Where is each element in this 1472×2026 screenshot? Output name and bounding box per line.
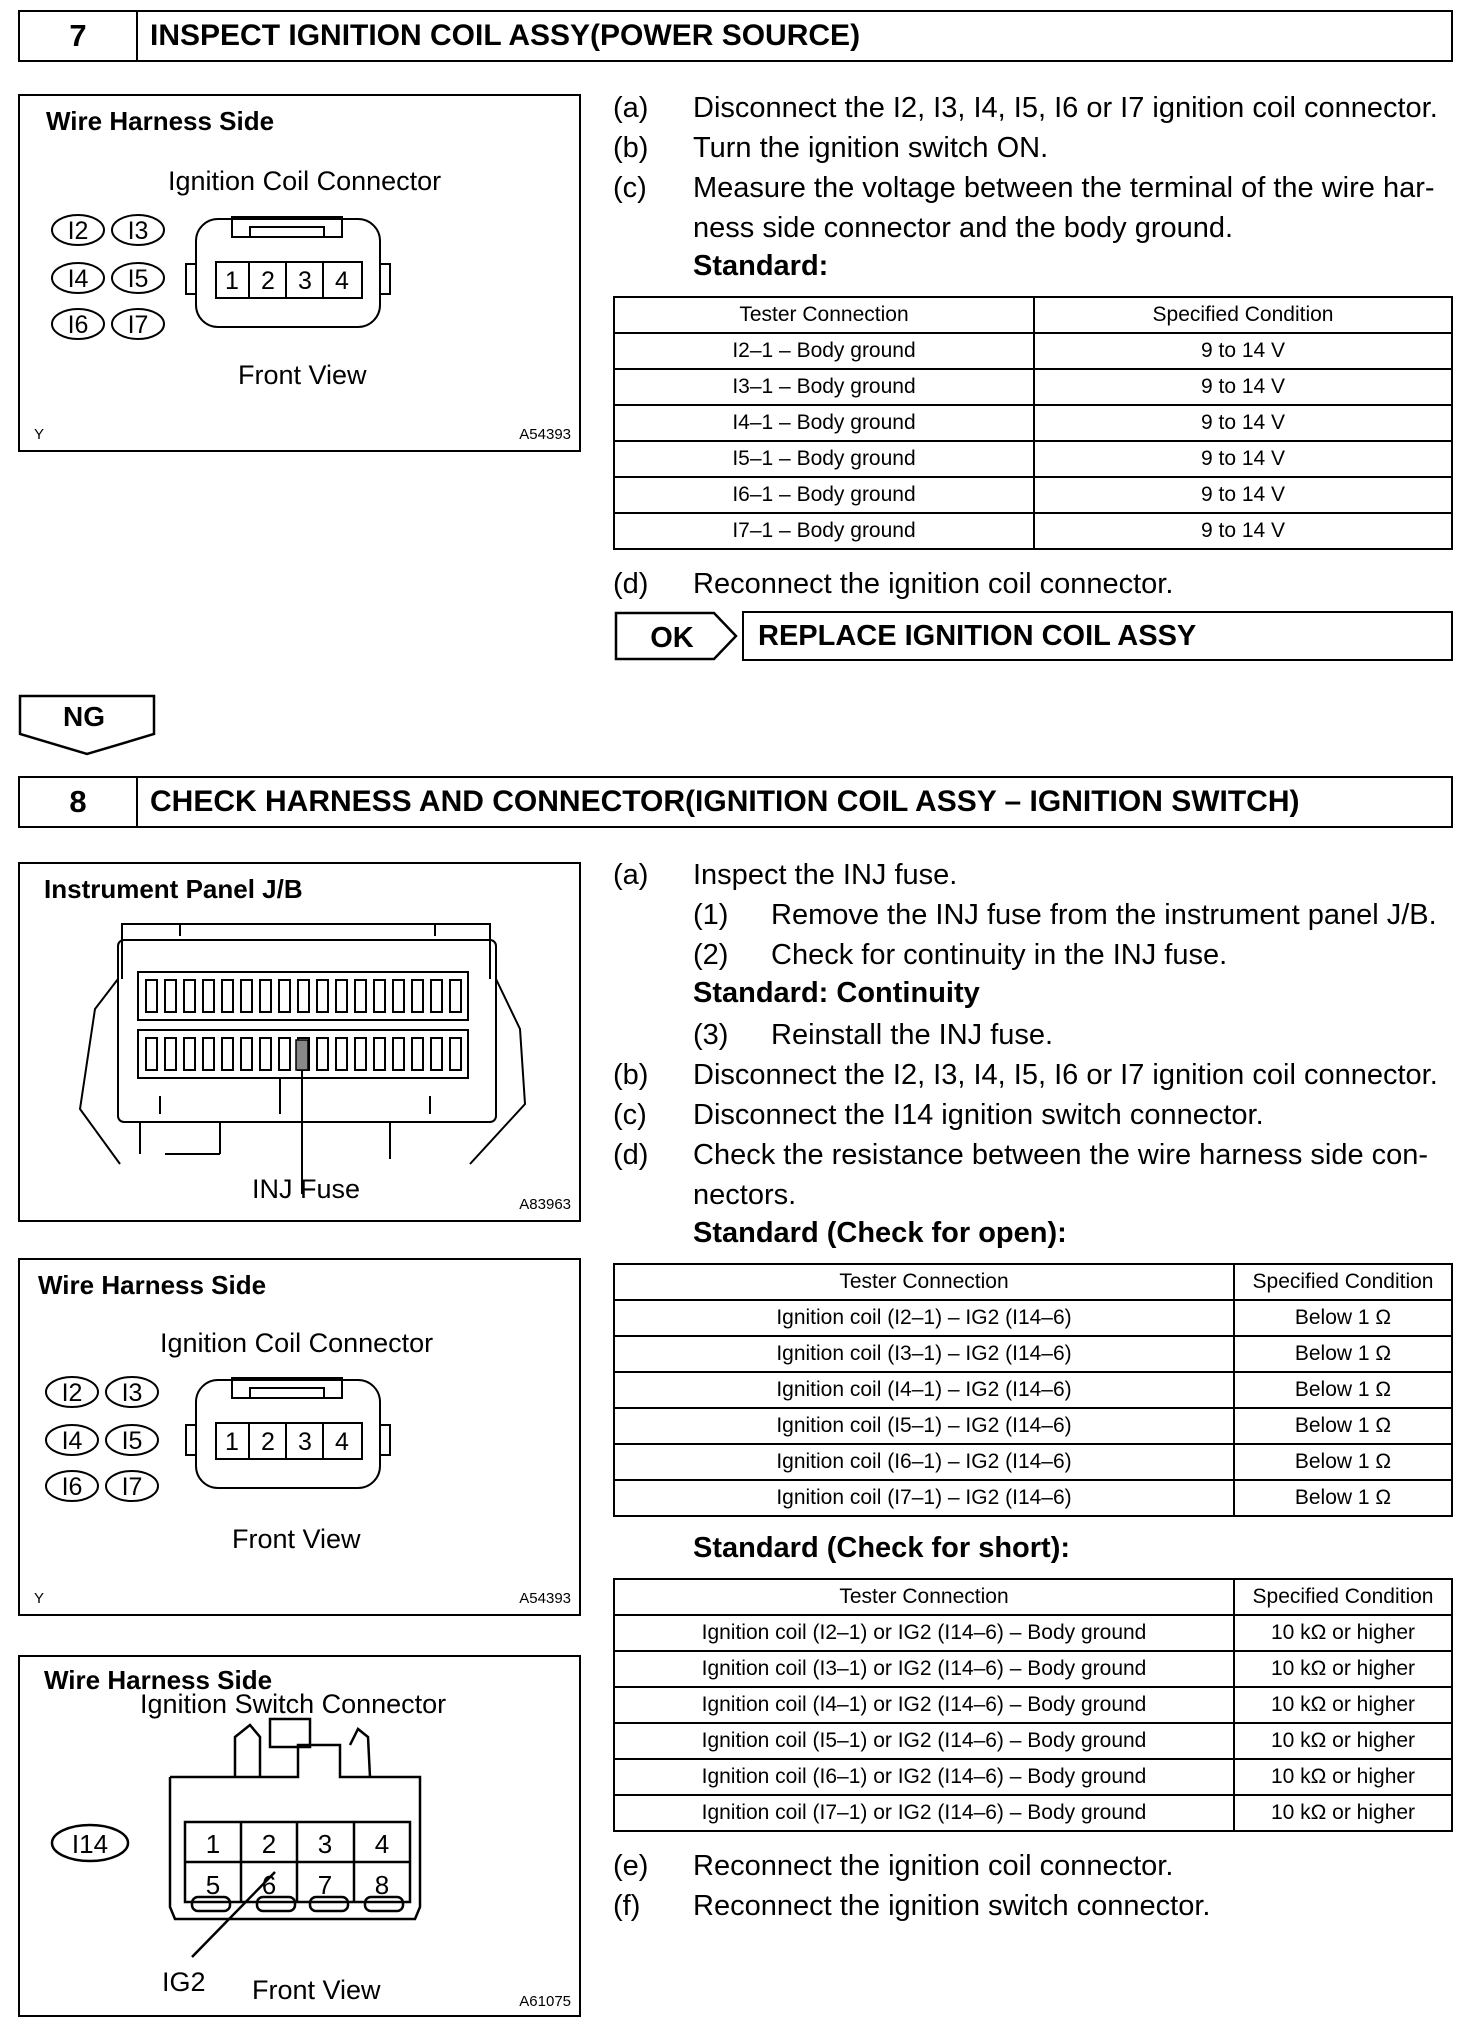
connector-I5: I5 [121, 1427, 143, 1455]
pin-3: 3 [298, 1428, 312, 1456]
connector-I6: I6 [67, 311, 89, 339]
table-row: I7–1 – Body ground 9 to 14 V [614, 513, 1452, 549]
connector-I3: I3 [121, 1379, 143, 1407]
pin-7: 7 [317, 1870, 333, 1900]
table-row: I4–1 – Body ground 9 to 14 V [614, 405, 1452, 441]
pin-1: 1 [225, 267, 239, 295]
table-row: Ignition coil (I4–1) – IG2 (I14–6) Below 1 Ω [614, 1372, 1452, 1408]
ignition-switch-drawing [20, 1657, 580, 2017]
fuse-slot [222, 980, 233, 1012]
table-row: Ignition coil (I3–1) – IG2 (I14–6) Below 1 Ω [614, 1336, 1452, 1372]
table-row: Ignition coil (I3–1) or IG2 (I14–6) – Body ground 10 kΩ or higher [614, 1651, 1452, 1687]
pin-8: 8 [374, 1870, 390, 1900]
fuse-slot [279, 980, 290, 1012]
pin-4: 4 [335, 267, 349, 295]
fuse-slot [412, 1038, 423, 1070]
fuse-slot [450, 1038, 461, 1070]
ok-arrow [614, 611, 739, 661]
fuse-slot [203, 980, 214, 1012]
connector-I7: I7 [121, 1473, 143, 1501]
voltage-spec-table [613, 296, 1453, 550]
fuse-slot [165, 1038, 176, 1070]
standard-short: Standard (Check for short): [693, 1532, 1071, 1564]
figure-code: A54393 [519, 426, 571, 443]
figure-title: Instrument Panel J/B [44, 874, 303, 904]
inj-fuse-label: INJ Fuse [252, 1174, 361, 1204]
table-row: Ignition coil (I5–1) or IG2 (I14–6) – Body ground 10 kΩ or higher [614, 1723, 1452, 1759]
view-label: Front View [232, 1524, 361, 1554]
table-row: I3–1 – Body ground 9 to 14 V [614, 369, 1452, 405]
table-header: Specified Condition [1034, 297, 1452, 333]
pin-5: 5 [205, 1870, 221, 1900]
pin-3: 3 [298, 267, 312, 295]
ignition-switch-figure [18, 1655, 581, 2017]
table-row: Ignition coil (I7–1) or IG2 (I14–6) – Body ground 10 kΩ or higher [614, 1795, 1452, 1831]
table-row: Ignition coil (I2–1) or IG2 (I14–6) – Body ground 10 kΩ or higher [614, 1615, 1452, 1651]
coil-connector-figure [18, 94, 581, 452]
fuse-slot [279, 1038, 290, 1070]
table-header: Tester Connection [614, 1264, 1234, 1300]
figure-code: A61075 [519, 1993, 571, 2010]
table-row: I2–1 – Body ground 9 to 14 V [614, 333, 1452, 369]
pin-2: 2 [261, 1829, 277, 1859]
step-title: INSPECT IGNITION COIL ASSY(POWER SOURCE) [150, 19, 861, 52]
fuse-slot [203, 1038, 214, 1070]
fuse-slot [412, 980, 423, 1012]
table-row: Ignition coil (I5–1) – IG2 (I14–6) Below 1 Ω [614, 1408, 1452, 1444]
table-row: I6–1 – Body ground 9 to 14 V [614, 477, 1452, 513]
ng-label: NG [63, 701, 105, 732]
pin-1: 1 [205, 1829, 221, 1859]
pin-2: 2 [261, 1428, 275, 1456]
standard-label: Standard: [693, 250, 829, 282]
ok-label: OK [650, 622, 694, 654]
fuse-slot [374, 1038, 385, 1070]
open-check-table [613, 1263, 1453, 1517]
fuse-slot [336, 1038, 347, 1070]
fuse-slot [260, 1038, 271, 1070]
figure-title: Wire Harness Side [46, 106, 275, 136]
ng-arrow [18, 694, 156, 756]
figure-code: A83963 [519, 1196, 571, 1213]
table-row: Ignition coil (I2–1) – IG2 (I14–6) Below 1 Ω [614, 1300, 1452, 1336]
view-label: Front View [238, 360, 367, 390]
figure-title: Wire Harness Side [38, 1270, 267, 1300]
figure-code: A54393 [519, 1590, 571, 1607]
connector-I5: I5 [127, 265, 149, 293]
pin-3: 3 [317, 1829, 333, 1859]
fuse-slot [317, 980, 328, 1012]
step7-header [18, 10, 1453, 62]
table-header: Specified Condition [1234, 1579, 1452, 1615]
connector-I7: I7 [127, 311, 149, 339]
coil-connector-figure [18, 1258, 581, 1616]
table-row: Ignition coil (I6–1) – IG2 (I14–6) Below 1 Ω [614, 1444, 1452, 1480]
fuse-slot [336, 980, 347, 1012]
pin-4: 4 [374, 1829, 390, 1859]
fuse-slot [317, 1038, 328, 1070]
table-header: Tester Connection [614, 1579, 1234, 1615]
fuse-slot [146, 1038, 157, 1070]
table-row: I5–1 – Body ground 9 to 14 V [614, 441, 1452, 477]
figure-corner-label: Y [34, 426, 45, 443]
fuse-slot [146, 980, 157, 1012]
fuse-slot [450, 980, 461, 1012]
figure-title: Wire Harness Side [44, 1665, 273, 1695]
connector-label: Ignition Coil Connector [160, 1328, 434, 1358]
fuse-slot [393, 1038, 404, 1070]
fuse-slot [393, 980, 404, 1012]
table-row: Ignition coil (I7–1) – IG2 (I14–6) Below 1 Ω [614, 1480, 1452, 1516]
connector-I4: I4 [67, 265, 89, 293]
fuse-slot [241, 980, 252, 1012]
short-check-table [613, 1578, 1453, 1832]
table-header-row [614, 297, 1452, 333]
coil-connector-drawing [20, 1260, 580, 1616]
step-number: 7 [20, 12, 138, 60]
fuse-slot [184, 1038, 195, 1070]
table-header-row [614, 1264, 1452, 1300]
table-header-row [614, 1579, 1452, 1615]
table-row: Ignition coil (I6–1) or IG2 (I14–6) – Body ground 10 kΩ or higher [614, 1759, 1452, 1795]
fuse-slot [431, 1038, 442, 1070]
fuse-slot [431, 980, 442, 1012]
table-row: Ignition coil (I4–1) or IG2 (I14–6) – Body ground 10 kΩ or higher [614, 1687, 1452, 1723]
fuse-slot [374, 980, 385, 1012]
ok-result-box: REPLACE IGNITION COIL ASSY [742, 611, 1453, 661]
pin-6: 6 [261, 1870, 277, 1900]
connector-I2: I2 [67, 217, 89, 245]
fuse-slot [241, 1038, 252, 1070]
step-title: CHECK HARNESS AND CONNECTOR(IGNITION COIL ASSY – IGNITION SWITCH) [150, 785, 1300, 818]
junction-block-figure [18, 862, 581, 1222]
fuse-slot [222, 1038, 233, 1070]
pin-1: 1 [225, 1428, 239, 1456]
connector-I14: I14 [71, 1829, 109, 1859]
fuse-slot [355, 980, 366, 1012]
table-header: Specified Condition [1234, 1264, 1452, 1300]
connector-label: Ignition Coil Connector [168, 166, 442, 196]
coil-connector-drawing [20, 96, 580, 452]
connector-I6: I6 [61, 1473, 83, 1501]
pin-2: 2 [261, 267, 275, 295]
table-header: Tester Connection [614, 297, 1034, 333]
standard-open: Standard (Check for open): [693, 1217, 1067, 1249]
step-number: 8 [20, 778, 138, 826]
connector-I4: I4 [61, 1427, 83, 1455]
pin-4: 4 [335, 1428, 349, 1456]
view-label: Front View [252, 1975, 381, 2005]
step8-header [18, 776, 1453, 828]
fuse-slot [184, 980, 195, 1012]
connector-label: Ignition Switch Connector [140, 1689, 447, 1719]
fuse-slot [298, 980, 309, 1012]
fuse-slot [165, 980, 176, 1012]
connector-I2: I2 [61, 1379, 83, 1407]
fuse-slot [260, 980, 271, 1012]
fuse-slot [355, 1038, 366, 1070]
ig2-label: IG2 [162, 1967, 206, 1997]
figure-corner-label: Y [34, 1590, 45, 1607]
standard-continuity: Standard: Continuity [693, 977, 980, 1009]
junction-block-drawing [20, 864, 580, 1222]
connector-I3: I3 [127, 217, 149, 245]
